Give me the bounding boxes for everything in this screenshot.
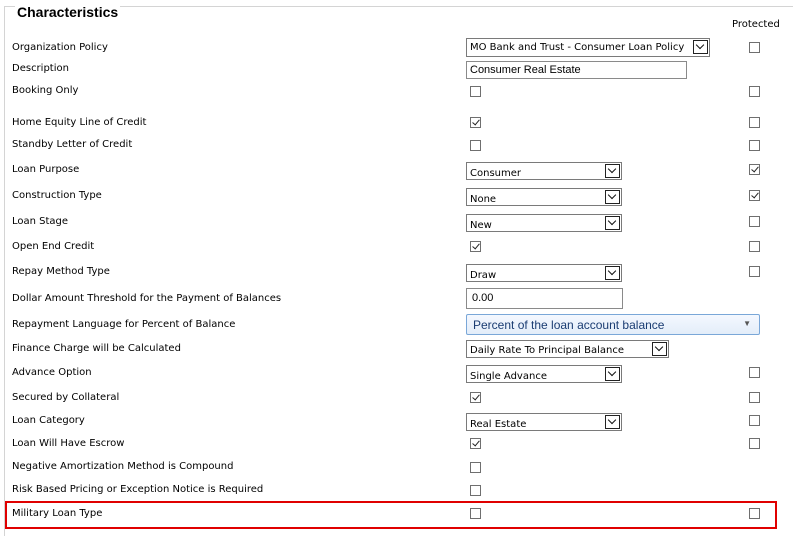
standby-letter-protected-checkbox[interactable] [749, 140, 760, 151]
organization-policy-label: Organization Policy [12, 42, 108, 53]
military-loan-type-protected-checkbox[interactable] [749, 508, 760, 519]
finance-charge-select[interactable]: Daily Rate To Principal Balance [466, 340, 669, 358]
loan-category-select[interactable]: Real Estate [466, 413, 622, 431]
row-military-loan-type [0, 505, 793, 525]
row-open-end-credit [0, 238, 793, 258]
row-dollar-amount-threshold [0, 288, 793, 308]
row-loan-purpose [0, 161, 793, 181]
row-finance-charge [0, 340, 793, 360]
repayment-language-label: Repayment Language for Percent of Balance [12, 319, 236, 330]
booking-only-label: Booking Only [12, 85, 79, 96]
home-equity-label: Home Equity Line of Credit [12, 117, 147, 128]
dollar-amount-threshold-label: Dollar Amount Threshold for the Payment of Balances [12, 293, 282, 304]
row-secured-by-collateral [0, 389, 793, 409]
loan-stage-label: Loan Stage [12, 216, 69, 227]
repay-method-type-protected-checkbox[interactable] [749, 266, 760, 277]
negative-amortization-checkbox[interactable] [470, 462, 481, 473]
booking-only-protected-checkbox[interactable] [749, 86, 760, 97]
booking-only-checkbox[interactable] [470, 86, 481, 97]
repay-method-type-select[interactable]: Draw [466, 264, 622, 282]
open-end-credit-protected-checkbox[interactable] [749, 241, 760, 252]
row-standby-letter-of-credit [0, 136, 793, 156]
row-risk-based-pricing [0, 481, 793, 501]
risk-based-pricing-checkbox[interactable] [470, 485, 481, 496]
chevron-down-icon[interactable] [652, 342, 667, 356]
chevron-down-icon[interactable] [605, 415, 620, 429]
row-loan-stage [0, 213, 793, 233]
loan-category-protected-checkbox[interactable] [749, 415, 760, 426]
row-description [0, 60, 793, 80]
loan-purpose-label: Loan Purpose [12, 164, 80, 175]
row-repay-method-type [0, 263, 793, 283]
open-end-credit-checkbox[interactable] [470, 241, 481, 252]
row-negative-amortization [0, 458, 793, 478]
advance-option-select[interactable]: Single Advance [466, 365, 622, 383]
row-loan-will-have-escrow [0, 435, 793, 455]
chevron-down-icon[interactable] [605, 164, 620, 178]
organization-policy-select[interactable]: MO Bank and Trust - Consumer Loan Policy [466, 38, 710, 57]
finance-charge-label: Finance Charge will be Calculated [12, 343, 181, 354]
loan-purpose-protected-checkbox[interactable] [749, 164, 760, 175]
chevron-down-icon[interactable] [605, 367, 620, 381]
row-construction-type [0, 187, 793, 207]
loan-will-have-escrow-protected-checkbox[interactable] [749, 438, 760, 449]
secured-by-collateral-protected-checkbox[interactable] [749, 392, 760, 403]
advance-option-label: Advance Option [12, 367, 92, 378]
row-home-equity-line-of-credit [0, 114, 793, 134]
row-organization-policy [0, 38, 793, 58]
loan-will-have-escrow-label: Loan Will Have Escrow [12, 438, 125, 449]
open-end-credit-label: Open End Credit [12, 241, 95, 252]
loan-stage-protected-checkbox[interactable] [749, 216, 760, 227]
loan-purpose-select[interactable]: Consumer [466, 162, 622, 180]
standby-letter-label: Standby Letter of Credit [12, 139, 133, 150]
advance-option-protected-checkbox[interactable] [749, 367, 760, 378]
row-advance-option [0, 364, 793, 384]
description-input[interactable]: Consumer Real Estate [466, 61, 687, 79]
home-equity-checkbox[interactable] [470, 117, 481, 128]
risk-based-pricing-label: Risk Based Pricing or Exception Notice is Required [12, 484, 264, 495]
chevron-down-icon[interactable]: ▼ [743, 319, 751, 328]
negative-amortization-label: Negative Amortization Method is Compound [12, 461, 234, 472]
military-loan-type-label: Military Loan Type [12, 508, 103, 519]
loan-category-label: Loan Category [12, 415, 85, 426]
construction-type-label: Construction Type [12, 190, 102, 201]
home-equity-protected-checkbox[interactable] [749, 117, 760, 128]
section-title: Characteristics [17, 4, 119, 20]
construction-type-select[interactable]: None [466, 188, 622, 206]
standby-letter-checkbox[interactable] [470, 140, 481, 151]
military-loan-type-checkbox[interactable] [470, 508, 481, 519]
description-label: Description [12, 63, 69, 74]
repayment-language-select[interactable]: Percent of the loan account balance ▼ [466, 314, 760, 335]
row-repayment-language [0, 314, 793, 334]
chevron-down-icon[interactable] [605, 190, 620, 204]
loan-stage-select[interactable]: New [466, 214, 622, 232]
secured-by-collateral-checkbox[interactable] [470, 392, 481, 403]
row-booking-only [0, 82, 793, 102]
loan-will-have-escrow-checkbox[interactable] [470, 438, 481, 449]
protected-column-header: Protected [732, 19, 780, 30]
organization-policy-protected-checkbox[interactable] [749, 42, 760, 53]
row-loan-category [0, 412, 793, 432]
chevron-down-icon[interactable] [693, 40, 708, 54]
secured-by-collateral-label: Secured by Collateral [12, 392, 120, 403]
repay-method-type-label: Repay Method Type [12, 266, 110, 277]
chevron-down-icon[interactable] [605, 266, 620, 280]
dollar-amount-threshold-input[interactable]: 0.00 [466, 288, 623, 309]
chevron-down-icon[interactable] [605, 216, 620, 230]
construction-type-protected-checkbox[interactable] [749, 190, 760, 201]
